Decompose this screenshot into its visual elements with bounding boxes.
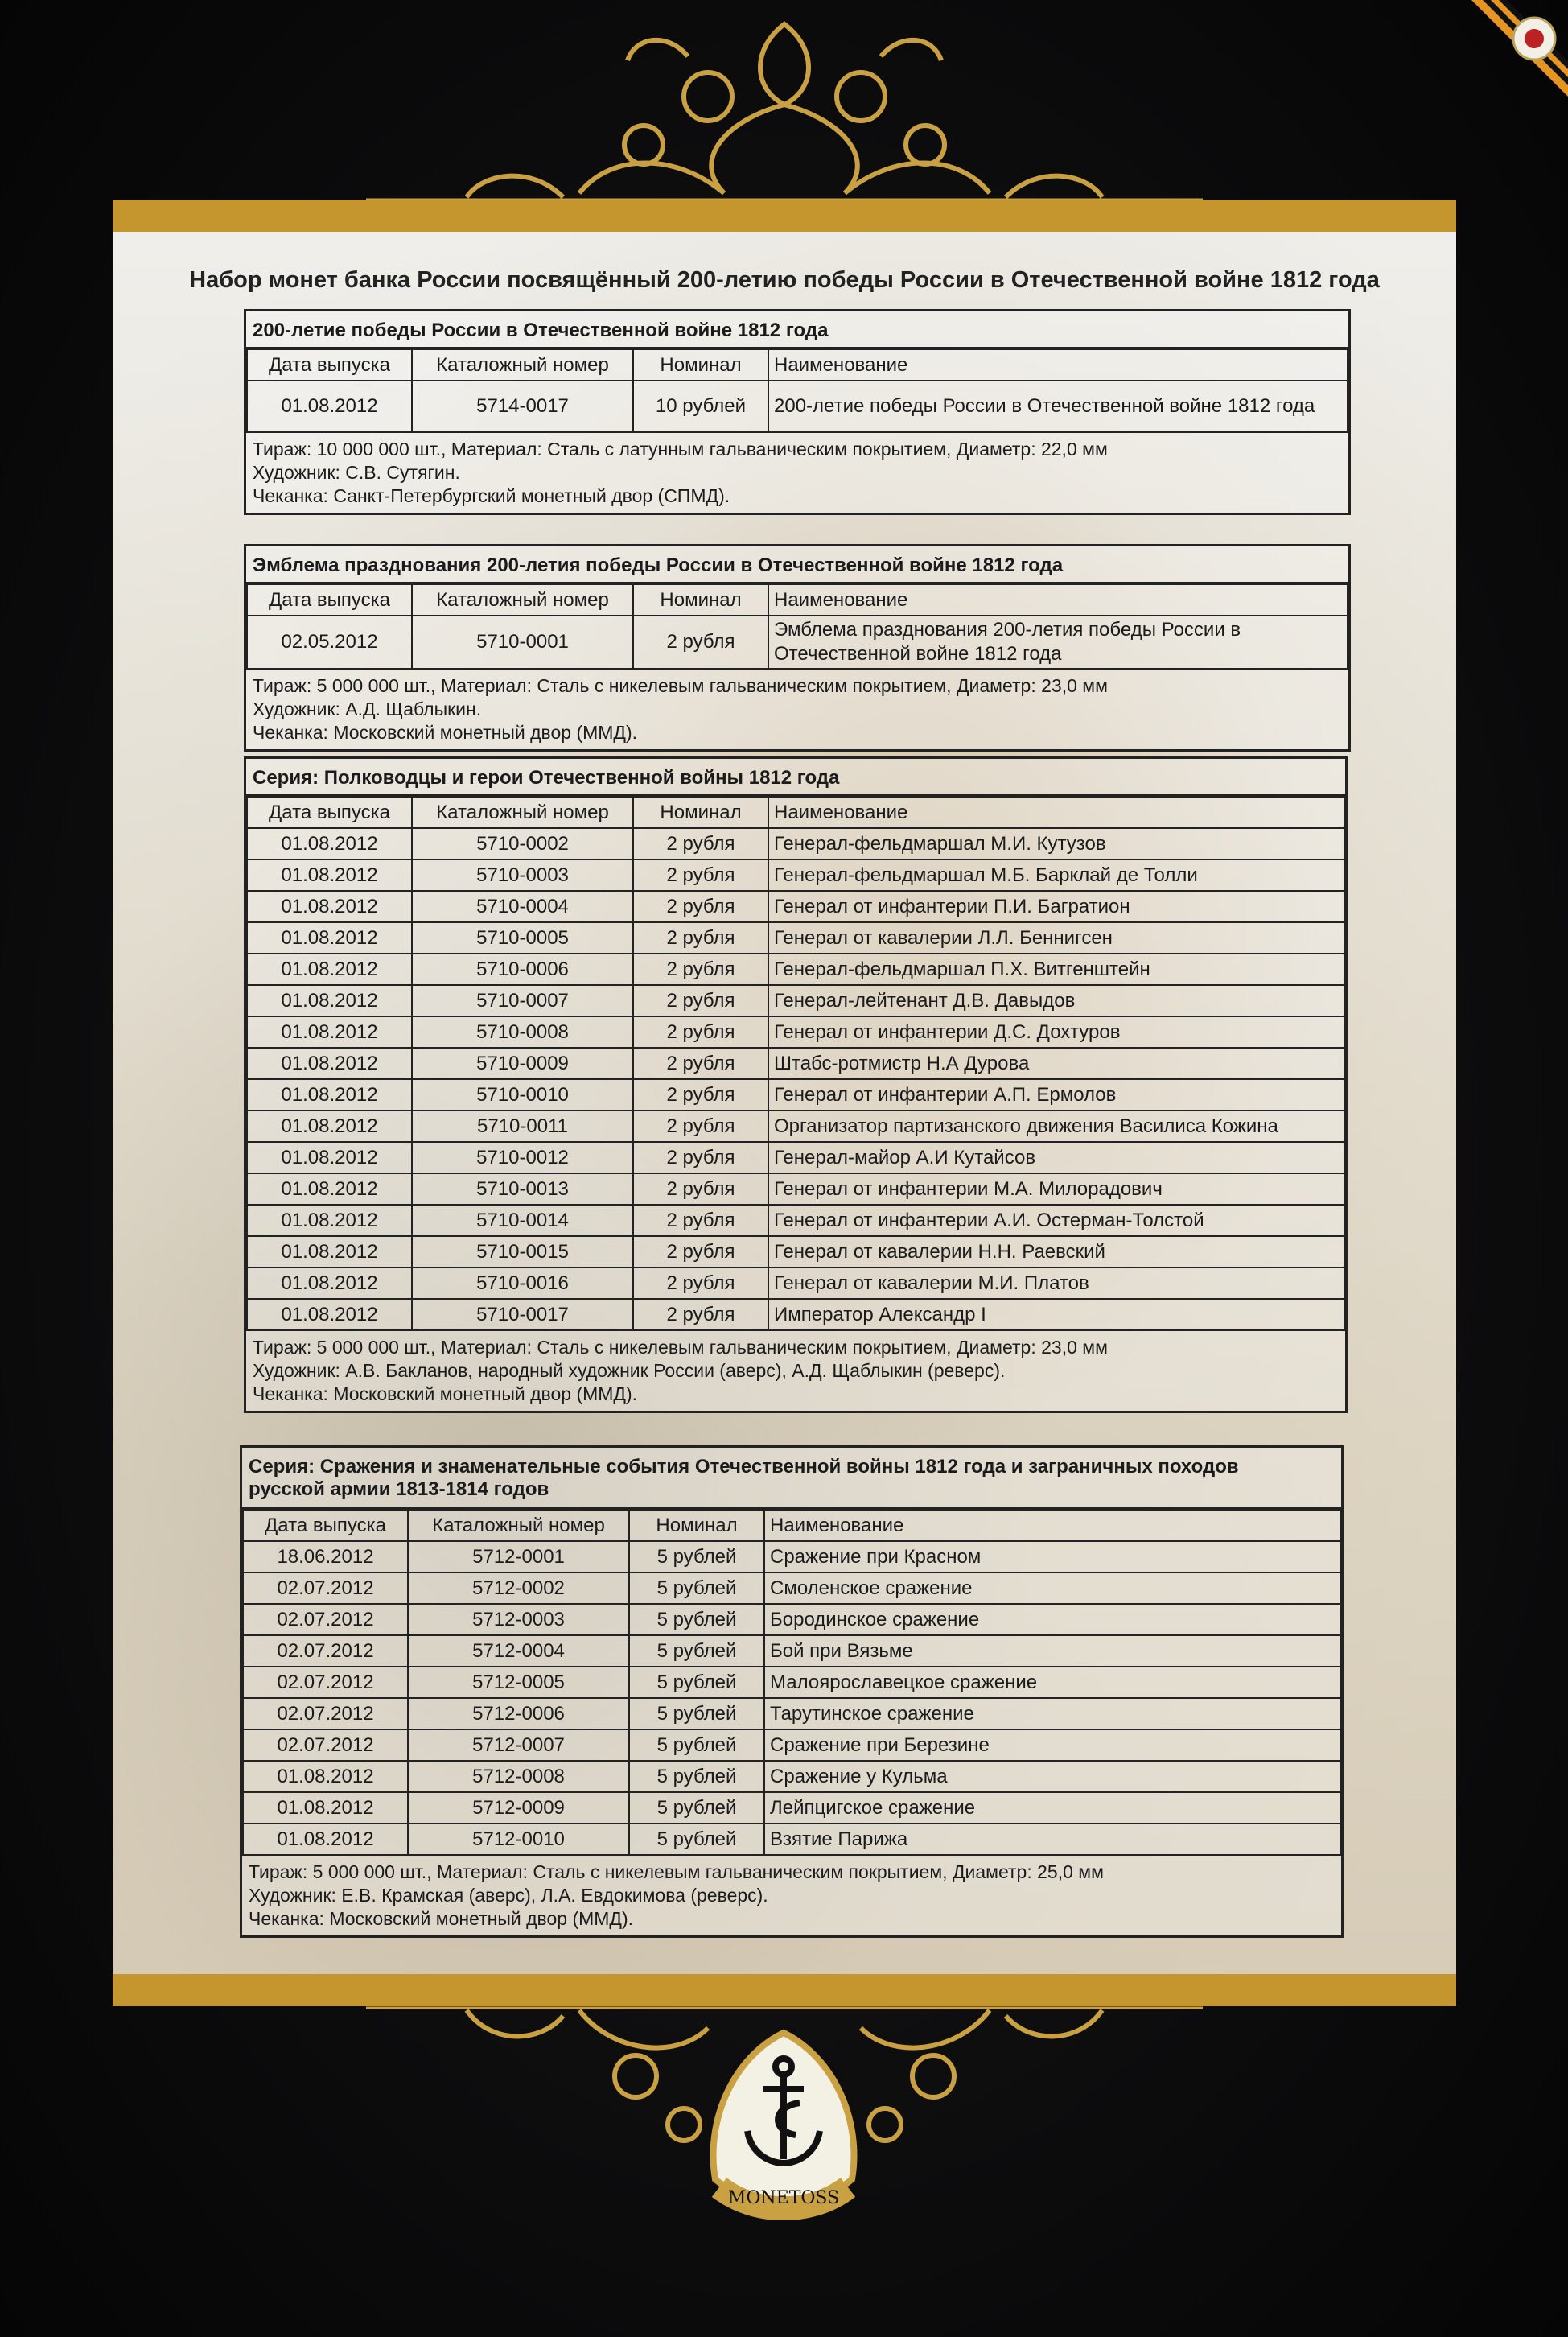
cell-nominal: 2 рубля [633, 859, 768, 891]
header-nominal: Номинал [633, 349, 768, 381]
cell-name: Взятие Парижа [764, 1824, 1340, 1855]
cell-name: Император Александр I [768, 1299, 1344, 1330]
header-name: Наименование [768, 797, 1344, 828]
cell-catalog: 5710-0011 [412, 1111, 633, 1142]
note-line: Художник: С.В. Сутягин. [253, 462, 460, 483]
cell-date: 01.08.2012 [247, 1016, 412, 1048]
cell-name: Бой при Вязьме [764, 1635, 1340, 1667]
cell-catalog: 5710-0017 [412, 1299, 633, 1330]
cell-catalog: 5710-0001 [412, 616, 633, 669]
cell-date: 01.08.2012 [247, 1142, 412, 1173]
block-title: Серия: Полководцы и герои Отечественной войны 1812 года [246, 759, 1345, 796]
table-row [247, 1142, 1344, 1173]
table-row [247, 859, 1344, 891]
table-row [247, 1299, 1344, 1330]
cell-nominal: 5 рублей [629, 1667, 764, 1698]
note-line: Тираж: 5 000 000 шт., Материал: Сталь с никелевым гальваническим покрытием, Диаметр: 23,0 мм [253, 1337, 1108, 1358]
header-nominal: Номинал [633, 797, 768, 828]
cell-name: Генерал-фельдмаршал М.Б. Барклай де Толли [768, 859, 1344, 891]
cell-nominal: 5 рублей [629, 1541, 764, 1572]
note-line: Чеканка: Московский монетный двор (ММД). [249, 1908, 634, 1929]
table-row [247, 985, 1344, 1016]
cell-nominal: 2 рубля [633, 1048, 768, 1079]
cell-catalog: 5712-0002 [408, 1572, 629, 1604]
cell-nominal: 5 рублей [629, 1792, 764, 1824]
table-row [243, 1667, 1340, 1698]
header-nominal: Номинал [629, 1510, 764, 1541]
cell-date: 02.07.2012 [243, 1604, 408, 1635]
cell-catalog: 5712-0008 [408, 1761, 629, 1792]
table-row [247, 891, 1344, 922]
table-row [247, 1173, 1344, 1205]
cell-nominal: 2 рубля [633, 1079, 768, 1111]
block-title-line: Серия: Сражения и знаменательные события Отечественной войны 1812 года и заграничных походов [249, 1456, 1239, 1478]
block-title: Эмблема празднования 200-летия победы России в Отечественной войне 1812 года [246, 546, 1348, 583]
cell-nominal: 5 рублей [629, 1698, 764, 1729]
table-row [247, 954, 1344, 985]
coin-table [242, 1509, 1341, 1856]
cell-date: 01.08.2012 [247, 922, 412, 954]
cell-date: 01.08.2012 [247, 891, 412, 922]
cell-name: Сражение при Березине [764, 1729, 1340, 1761]
header-name: Наименование [764, 1510, 1340, 1541]
table-row [243, 1635, 1340, 1667]
cell-nominal: 2 рубля [633, 616, 768, 669]
table-row [247, 1079, 1344, 1111]
coin-notes [246, 1331, 1345, 1411]
note-line: Тираж: 5 000 000 шт., Материал: Сталь с никелевым гальваническим покрытием, Диаметр: 25,0 мм [249, 1861, 1104, 1882]
cell-name: Штабс-ротмистр Н.А Дурова [768, 1048, 1344, 1079]
cell-date: 01.08.2012 [247, 1267, 412, 1299]
cell-date: 01.08.2012 [243, 1824, 408, 1855]
cell-catalog: 5712-0001 [408, 1541, 629, 1572]
cell-name: Организатор партизанского движения Василиса Кожина [768, 1111, 1344, 1142]
cell-date: 01.08.2012 [243, 1761, 408, 1792]
table-row [243, 1604, 1340, 1635]
table-row [247, 1016, 1344, 1048]
cell-catalog: 5710-0016 [412, 1267, 633, 1299]
table-row [243, 1729, 1340, 1761]
cell-name: Эмблема празднования 200-летия победы России в Отечественной войне 1812 года [768, 616, 1348, 669]
table-row [247, 1205, 1344, 1236]
cell-date: 02.07.2012 [243, 1698, 408, 1729]
cell-catalog: 5710-0014 [412, 1205, 633, 1236]
cell-name: Генерал от инфантерии А.И. Остерман-Толстой [768, 1205, 1344, 1236]
cell-nominal: 5 рублей [629, 1604, 764, 1635]
cell-name: Сражение у Кульма [764, 1761, 1340, 1792]
cell-name: Генерал от инфантерии М.А. Милорадович [768, 1173, 1344, 1205]
note-line: Тираж: 5 000 000 шт., Материал: Сталь с никелевым гальваническим покрытием, Диаметр: 23,0 мм [253, 675, 1108, 696]
cell-nominal: 2 рубля [633, 1142, 768, 1173]
cell-date: 01.08.2012 [247, 1048, 412, 1079]
table-row [247, 1048, 1344, 1079]
note-line: Художник: Е.В. Крамская (аверс), Л.А. Евдокимова (реверс). [249, 1885, 768, 1906]
block-title: 200-летие победы России в Отечественной войне 1812 года [246, 311, 1348, 348]
note-line: Художник: А.В. Бакланов, народный художник России (аверс), А.Д. Щаблыкин (реверс). [253, 1360, 1006, 1381]
table-row [243, 1698, 1340, 1729]
cell-catalog: 5710-0008 [412, 1016, 633, 1048]
cell-catalog: 5710-0002 [412, 828, 633, 859]
cell-nominal: 2 рубля [633, 891, 768, 922]
cell-name: Генерал от инфантерии А.П. Ермолов [768, 1079, 1344, 1111]
cell-nominal: 2 рубля [633, 1173, 768, 1205]
cell-catalog: 5710-0009 [412, 1048, 633, 1079]
block-title-line: русской армии 1813-1814 годов [249, 1478, 549, 1500]
cell-nominal: 5 рублей [629, 1761, 764, 1792]
header-catalog: Каталожный номер [412, 349, 633, 381]
cell-catalog: 5710-0006 [412, 954, 633, 985]
cell-name: Генерал от кавалерии Н.Н. Раевский [768, 1236, 1344, 1267]
cell-catalog: 5712-0009 [408, 1792, 629, 1824]
cell-catalog: 5712-0003 [408, 1604, 629, 1635]
cell-name: Генерал-майор А.И Кутайсов [768, 1142, 1344, 1173]
cell-catalog: 5710-0015 [412, 1236, 633, 1267]
header-date: Дата выпуска [243, 1510, 408, 1541]
header-date: Дата выпуска [247, 797, 412, 828]
cell-nominal: 2 рубля [633, 954, 768, 985]
cell-date: 01.08.2012 [247, 859, 412, 891]
note-line: Чеканка: Московский монетный двор (ММД). [253, 722, 638, 743]
cell-nominal: 2 рубля [633, 1299, 768, 1330]
note-line: Чеканка: Санкт-Петербургский монетный двор (СПМД). [253, 485, 730, 506]
cell-nominal: 2 рубля [633, 828, 768, 859]
cell-name: Генерал от кавалерии М.И. Платов [768, 1267, 1344, 1299]
cell-nominal: 5 рублей [629, 1572, 764, 1604]
note-line: Тираж: 10 000 000 шт., Материал: Сталь с латунным гальваническим покрытием, Диаметр: 22,0 мм [253, 439, 1108, 460]
cell-catalog: 5712-0010 [408, 1824, 629, 1855]
cell-catalog: 5712-0006 [408, 1698, 629, 1729]
cell-nominal: 2 рубля [633, 1111, 768, 1142]
coin-table [246, 583, 1348, 670]
cell-nominal: 2 рубля [633, 1016, 768, 1048]
cell-date: 01.08.2012 [247, 1236, 412, 1267]
logo-text: MONETOSS [727, 2188, 840, 2208]
cell-name: Генерал-лейтенант Д.В. Давыдов [768, 985, 1344, 1016]
cell-name: Лейпцигское сражение [764, 1792, 1340, 1824]
table-row [247, 828, 1344, 859]
block-commanders-series [244, 756, 1348, 1413]
table-row [243, 1572, 1340, 1604]
cell-nominal: 5 рублей [629, 1635, 764, 1667]
st-george-ribbon-icon [1471, 0, 1568, 97]
coin-table [246, 796, 1345, 1331]
cell-date: 02.07.2012 [243, 1635, 408, 1667]
cell-date: 01.08.2012 [247, 1205, 412, 1236]
cell-date: 02.07.2012 [243, 1667, 408, 1698]
cell-catalog: 5710-0004 [412, 891, 633, 922]
cell-date: 01.08.2012 [247, 828, 412, 859]
monetoss-logo [699, 2026, 868, 2220]
header-nominal: Номинал [633, 584, 768, 616]
cell-nominal: 2 рубля [633, 1267, 768, 1299]
cell-name: Генерал от кавалерии Л.Л. Беннигсен [768, 922, 1344, 954]
cell-date: 01.08.2012 [247, 1173, 412, 1205]
header-name: Наименование [768, 349, 1348, 381]
table-row [243, 1761, 1340, 1792]
cell-name: 200-летие победы России в Отечественной войне 1812 года [768, 381, 1348, 432]
page-title: Набор монет банка России посвящённый 200-летию победы России в Отечественной войне 1812 года [189, 267, 1380, 293]
cell-catalog: 5714-0017 [412, 381, 633, 432]
block-anniversary-coin [244, 309, 1351, 515]
cell-date: 01.08.2012 [247, 1299, 412, 1330]
cell-name: Сражение при Красном [764, 1541, 1340, 1572]
cell-date: 02.07.2012 [243, 1572, 408, 1604]
cell-nominal: 5 рублей [629, 1824, 764, 1855]
cell-date: 02.05.2012 [247, 616, 412, 669]
cell-catalog: 5710-0013 [412, 1173, 633, 1205]
cell-catalog: 5710-0012 [412, 1142, 633, 1173]
block-battles-series [240, 1445, 1344, 1938]
table-row [243, 1792, 1340, 1824]
cell-date: 01.08.2012 [247, 1111, 412, 1142]
cell-catalog: 5710-0005 [412, 922, 633, 954]
cell-name: Генерал-фельдмаршал М.И. Кутузов [768, 828, 1344, 859]
cell-catalog: 5712-0004 [408, 1635, 629, 1667]
cell-nominal: 2 рубля [633, 922, 768, 954]
content-panel [113, 200, 1456, 2006]
table-row [247, 1111, 1344, 1142]
content-panel-inner [113, 232, 1456, 1974]
cell-name: Тарутинское сражение [764, 1698, 1340, 1729]
cell-nominal: 2 рубля [633, 1236, 768, 1267]
cell-date: 01.08.2012 [247, 1079, 412, 1111]
cell-nominal: 5 рублей [629, 1729, 764, 1761]
note-line: Чеканка: Московский монетный двор (ММД). [253, 1383, 638, 1404]
header-date: Дата выпуска [247, 349, 412, 381]
table-row [243, 1824, 1340, 1855]
cell-date: 01.08.2012 [247, 985, 412, 1016]
table-row [243, 1541, 1340, 1572]
cell-catalog: 5710-0010 [412, 1079, 633, 1111]
cell-name: Генерал от инфантерии П.И. Багратион [768, 891, 1344, 922]
cell-date: 02.07.2012 [243, 1729, 408, 1761]
note-line: Художник: А.Д. Щаблыкин. [253, 699, 482, 719]
cell-name: Малоярославецкое сражение [764, 1667, 1340, 1698]
cell-nominal: 2 рубля [633, 985, 768, 1016]
cell-date: 01.08.2012 [247, 381, 412, 432]
block-title [242, 1448, 1341, 1509]
cell-catalog: 5712-0007 [408, 1729, 629, 1761]
cell-name: Смоленское сражение [764, 1572, 1340, 1604]
coin-notes [246, 433, 1348, 513]
header-catalog: Каталожный номер [412, 797, 633, 828]
cell-catalog: 5712-0005 [408, 1667, 629, 1698]
cell-nominal: 2 рубля [633, 1205, 768, 1236]
cell-date: 01.08.2012 [247, 954, 412, 985]
cell-date: 18.06.2012 [243, 1541, 408, 1572]
header-catalog: Каталожный номер [408, 1510, 629, 1541]
cell-name: Бородинское сражение [764, 1604, 1340, 1635]
cell-name: Генерал-фельдмаршал П.Х. Витгенштейн [768, 954, 1344, 985]
coin-notes [246, 670, 1348, 749]
cell-date: 01.08.2012 [243, 1792, 408, 1824]
cell-nominal: 10 рублей [633, 381, 768, 432]
coin-table [246, 348, 1348, 433]
table-row [247, 1236, 1344, 1267]
cell-name: Генерал от инфантерии Д.С. Дохтуров [768, 1016, 1344, 1048]
header-catalog: Каталожный номер [412, 584, 633, 616]
cell-catalog: 5710-0007 [412, 985, 633, 1016]
cell-catalog: 5710-0003 [412, 859, 633, 891]
block-emblem-coin [244, 544, 1351, 752]
header-name: Наименование [768, 584, 1348, 616]
table-row [247, 922, 1344, 954]
header-date: Дата выпуска [247, 584, 412, 616]
coin-notes [242, 1856, 1341, 1935]
table-row [247, 1267, 1344, 1299]
